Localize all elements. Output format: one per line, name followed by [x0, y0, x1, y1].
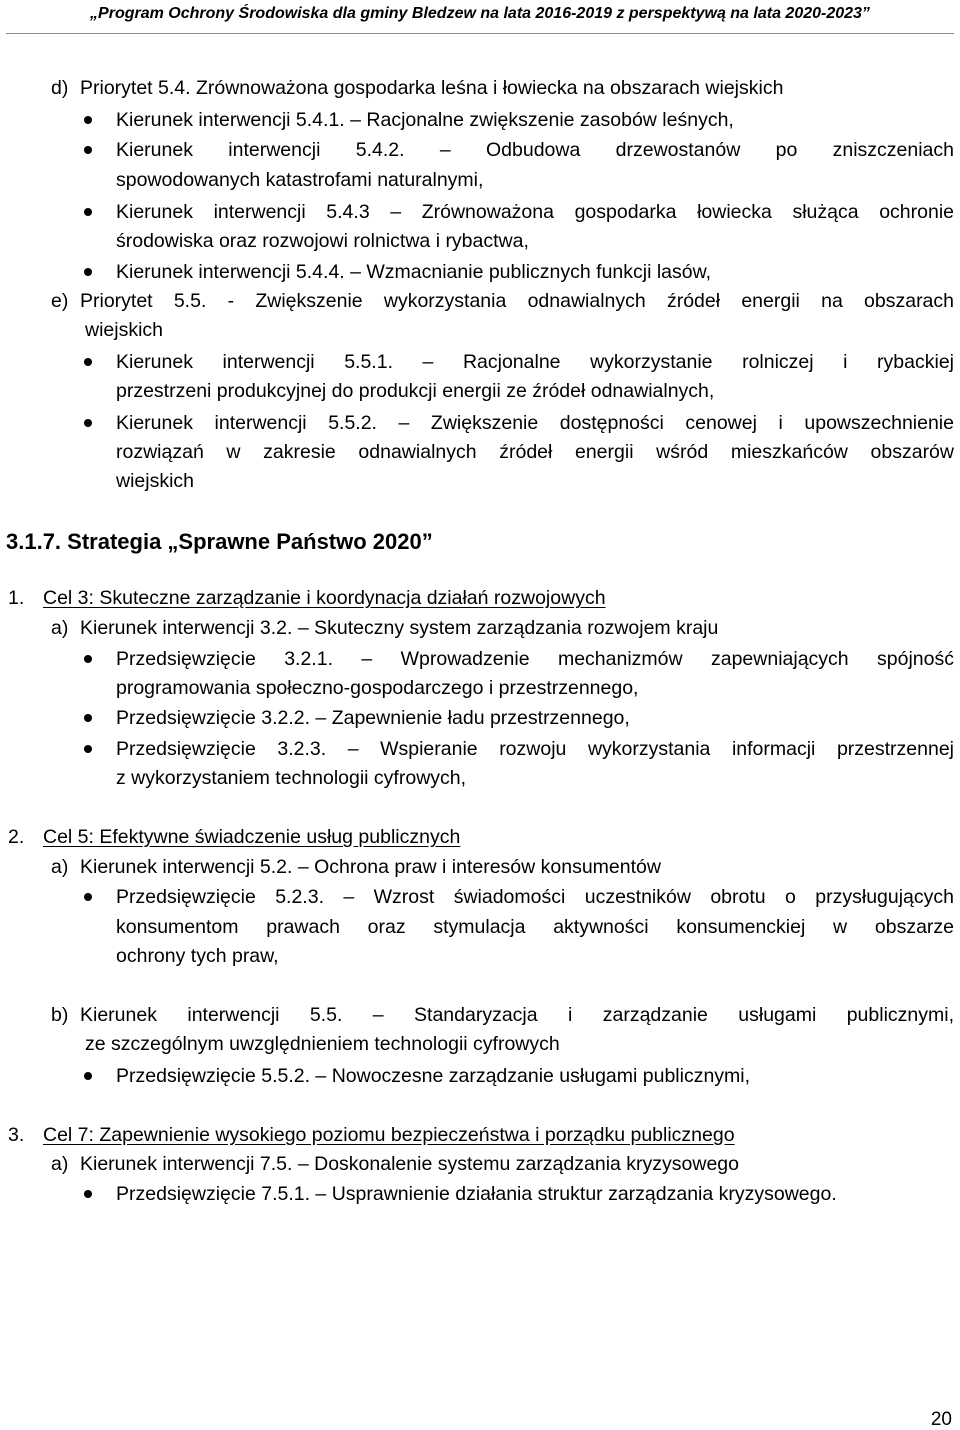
list-item-continued: środowiska oraz rozwojowi rolnictwa i rybactwa, — [116, 230, 529, 252]
bullet-icon — [84, 208, 92, 216]
priority-5-5: Priorytet 5.5. - Zwiększenie wykorzystania odnawialnych źródeł energii na obszarach — [80, 290, 954, 312]
goal-number: 3. — [8, 1124, 25, 1146]
list-item: Kierunek interwencji 5.4.2. – Odbudowa drzewostanów po zniszczeniach — [116, 139, 954, 161]
list-item-continued: spowodowanych katastrofami naturalnymi, — [116, 169, 484, 191]
list-item: Kierunek interwencji 5.4.3 – Zrównoważona gospodarka łowiecka służąca ochronie — [116, 201, 954, 223]
list-item: Przedsięwzięcie 5.2.3. – Wzrost świadomości uczestników obrotu o przysługujących — [116, 886, 954, 908]
goal-title: Cel 5: Efektywne świadczenie usług publicznych — [43, 826, 461, 848]
bullet-icon — [84, 655, 92, 663]
intervention-direction: Kierunek interwencji 5.2. – Ochrona praw i interesów konsumentów — [80, 856, 661, 878]
bullet-icon — [84, 146, 92, 154]
bullet-icon — [84, 358, 92, 366]
list-item-continued: z wykorzystaniem technologii cyfrowych, — [116, 767, 467, 789]
list-item-continued: konsumentom prawach oraz stymulacja aktywności konsumenckiej w obszarze — [116, 916, 954, 938]
page-number: 20 — [930, 1409, 952, 1430]
intervention-direction: Kierunek interwencji 5.5. – Standaryzacja i zarządzanie usługami publicznymi, — [80, 1004, 954, 1026]
page-header: „Program Ochrony Środowiska dla gminy Bledzew na lata 2016-2019 z perspektywą na lata 2020-2023” — [90, 5, 870, 22]
list-item-continued: rozwiązań w zakresie odnawialnych źródeł energii wśród mieszkańców obszarów — [116, 441, 954, 463]
list-marker-b: b) — [51, 1004, 69, 1026]
list-marker-a: a) — [51, 617, 69, 639]
section-heading: 3.1.7. Strategia „Sprawne Państwo 2020” — [6, 529, 433, 554]
list-item: Przedsięwzięcie 3.2.2. – Zapewnienie ładu przestrzennego, — [116, 707, 630, 729]
bullet-icon — [84, 116, 92, 124]
list-item-continued: przestrzeni produkcyjnej do produkcji energii ze źródeł odnawialnych, — [116, 380, 715, 402]
bullet-icon — [84, 1072, 92, 1080]
goal-number: 2. — [8, 826, 25, 848]
list-item: Przedsięwzięcie 3.2.3. – Wspieranie rozwoju wykorzystania informacji przestrzennej — [116, 738, 954, 760]
list-marker-d: d) — [51, 77, 69, 99]
list-item: Kierunek interwencji 5.5.1. – Racjonalne wykorzystanie rolniczej i rybackiej — [116, 351, 954, 373]
header-divider — [6, 33, 954, 34]
list-item-continued: wiejskich — [116, 470, 195, 492]
list-marker-e: e) — [51, 290, 69, 312]
list-item-continued: programowania społeczno-gospodarczego i przestrzennego, — [116, 677, 639, 699]
list-item-continued: ochrony tych praw, — [116, 945, 279, 967]
goal-title: Cel 7: Zapewnienie wysokiego poziomu bezpieczeństwa i porządku publicznego — [43, 1124, 735, 1146]
intervention-direction: Kierunek interwencji 3.2. – Skuteczny system zarządzania rozwojem kraju — [80, 617, 719, 639]
list-marker-a: a) — [51, 856, 69, 878]
goal-title: Cel 3: Skuteczne zarządzanie i koordynacja działań rozwojowych — [43, 587, 606, 609]
list-item: Kierunek interwencji 5.4.1. – Racjonalne zwiększenie zasobów leśnych, — [116, 109, 734, 131]
bullet-icon — [84, 893, 92, 901]
priority-5-5-continued: wiejskich — [85, 319, 164, 341]
bullet-icon — [84, 1190, 92, 1198]
bullet-icon — [84, 745, 92, 753]
list-item: Przedsięwzięcie 3.2.1. – Wprowadzenie mechanizmów zapewniających spójność — [116, 648, 954, 670]
list-marker-a: a) — [51, 1153, 69, 1175]
priority-5-4: Priorytet 5.4. Zrównoważona gospodarka leśna i łowiecka na obszarach wiejskich — [80, 77, 784, 99]
intervention-direction-continued: ze szczególnym uwzględnieniem technologii cyfrowych — [85, 1033, 560, 1055]
bullet-icon — [84, 268, 92, 276]
bullet-icon — [84, 419, 92, 427]
list-item: Przedsięwzięcie 5.5.2. – Nowoczesne zarządzanie usługami publicznymi, — [116, 1065, 751, 1087]
goal-number: 1. — [8, 587, 25, 609]
list-item: Przedsięwzięcie 7.5.1. – Usprawnienie działania struktur zarządzania kryzysowego. — [116, 1183, 837, 1205]
list-item: Kierunek interwencji 5.4.4. – Wzmacnianie publicznych funkcji lasów, — [116, 261, 712, 283]
list-item: Kierunek interwencji 5.5.2. – Zwiększenie dostępności cenowej i upowszechnienie — [116, 412, 954, 434]
intervention-direction: Kierunek interwencji 7.5. – Doskonalenie systemu zarządzania kryzysowego — [80, 1153, 739, 1175]
bullet-icon — [84, 714, 92, 722]
